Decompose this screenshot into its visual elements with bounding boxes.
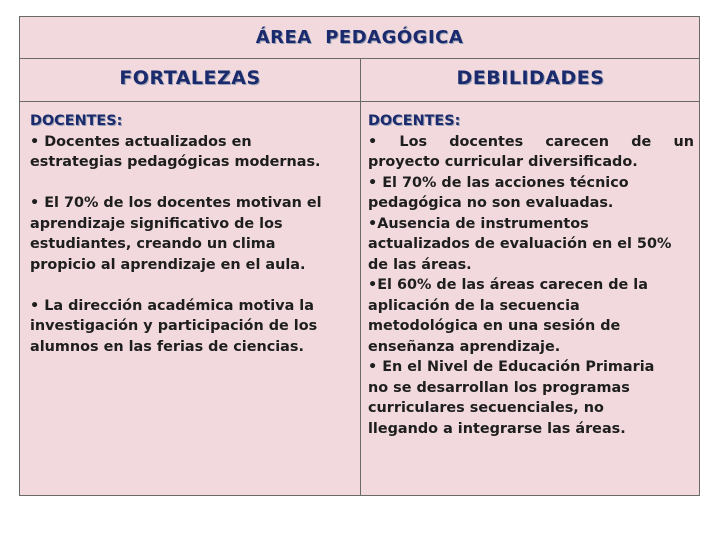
debilidades-line: •El 60% de las áreas carecen de la xyxy=(368,277,648,293)
debilidades-line: enseñanza aprendizaje. xyxy=(368,338,561,355)
debilidades-line: no se desarrollan los programas xyxy=(368,379,630,396)
fortalezas-line: alumnos en las ferias de ciencias. xyxy=(30,338,304,355)
header-debilidades: DEBILIDADES xyxy=(456,67,605,89)
column-divider xyxy=(360,58,361,495)
debilidades-cell xyxy=(368,111,694,439)
debilidades-line: •Ausencia de instrumentos xyxy=(368,215,589,232)
debilidades-line: pedagógica no son evaluadas. xyxy=(368,195,614,211)
swot-table xyxy=(19,16,700,496)
fortalezas-line: • Docentes actualizados en xyxy=(30,133,252,150)
fortalezas-line: • El 70% de los docentes motivan el xyxy=(30,195,322,211)
fortalezas-line: propicio al aprendizaje en el aula. xyxy=(30,256,306,273)
debilidades-line: actualizados de evaluación en el 50% xyxy=(368,236,672,252)
debilidades-line: llegando a integrarse las áreas. xyxy=(368,420,626,437)
debilidades-first-line-wrap xyxy=(368,132,694,153)
fortalezas-line: investigación y participación de los xyxy=(30,318,318,334)
fortalezas-line: estudiantes, creando un clima xyxy=(30,236,276,252)
fortalezas-line xyxy=(30,275,354,296)
fortalezas-line xyxy=(30,173,354,194)
fortalezas-subheading: DOCENTES: xyxy=(30,113,123,129)
debilidades-line: proyecto curricular diversificado. xyxy=(368,154,638,170)
debilidades-line: aplicación de la secuencia xyxy=(368,297,580,314)
header-fortalezas: FORTALEZAS xyxy=(119,67,261,89)
fortalezas-line: estrategias pedagógicas modernas. xyxy=(30,154,321,170)
fortalezas-line: aprendizaje significativo de los xyxy=(30,215,283,232)
debilidades-subheading: DOCENTES: xyxy=(368,113,461,129)
debilidades-line: • El 70% de las acciones técnico xyxy=(368,174,629,191)
debilidades-line: metodológica en una sesión de xyxy=(368,318,621,334)
title-row xyxy=(20,17,699,59)
fortalezas-line: • La dirección académica motiva la xyxy=(30,297,314,314)
debilidades-line: curriculares secuenciales, no xyxy=(368,400,604,416)
debilidades-line: de las áreas. xyxy=(368,256,472,273)
debilidades-line: • En el Nivel de Educación Primaria xyxy=(368,359,655,375)
table-title: ÁREA PEDAGÓGICA xyxy=(255,27,464,48)
debilidades-line: • Los docentes carecen de un xyxy=(368,133,694,150)
fortalezas-cell xyxy=(30,111,354,357)
